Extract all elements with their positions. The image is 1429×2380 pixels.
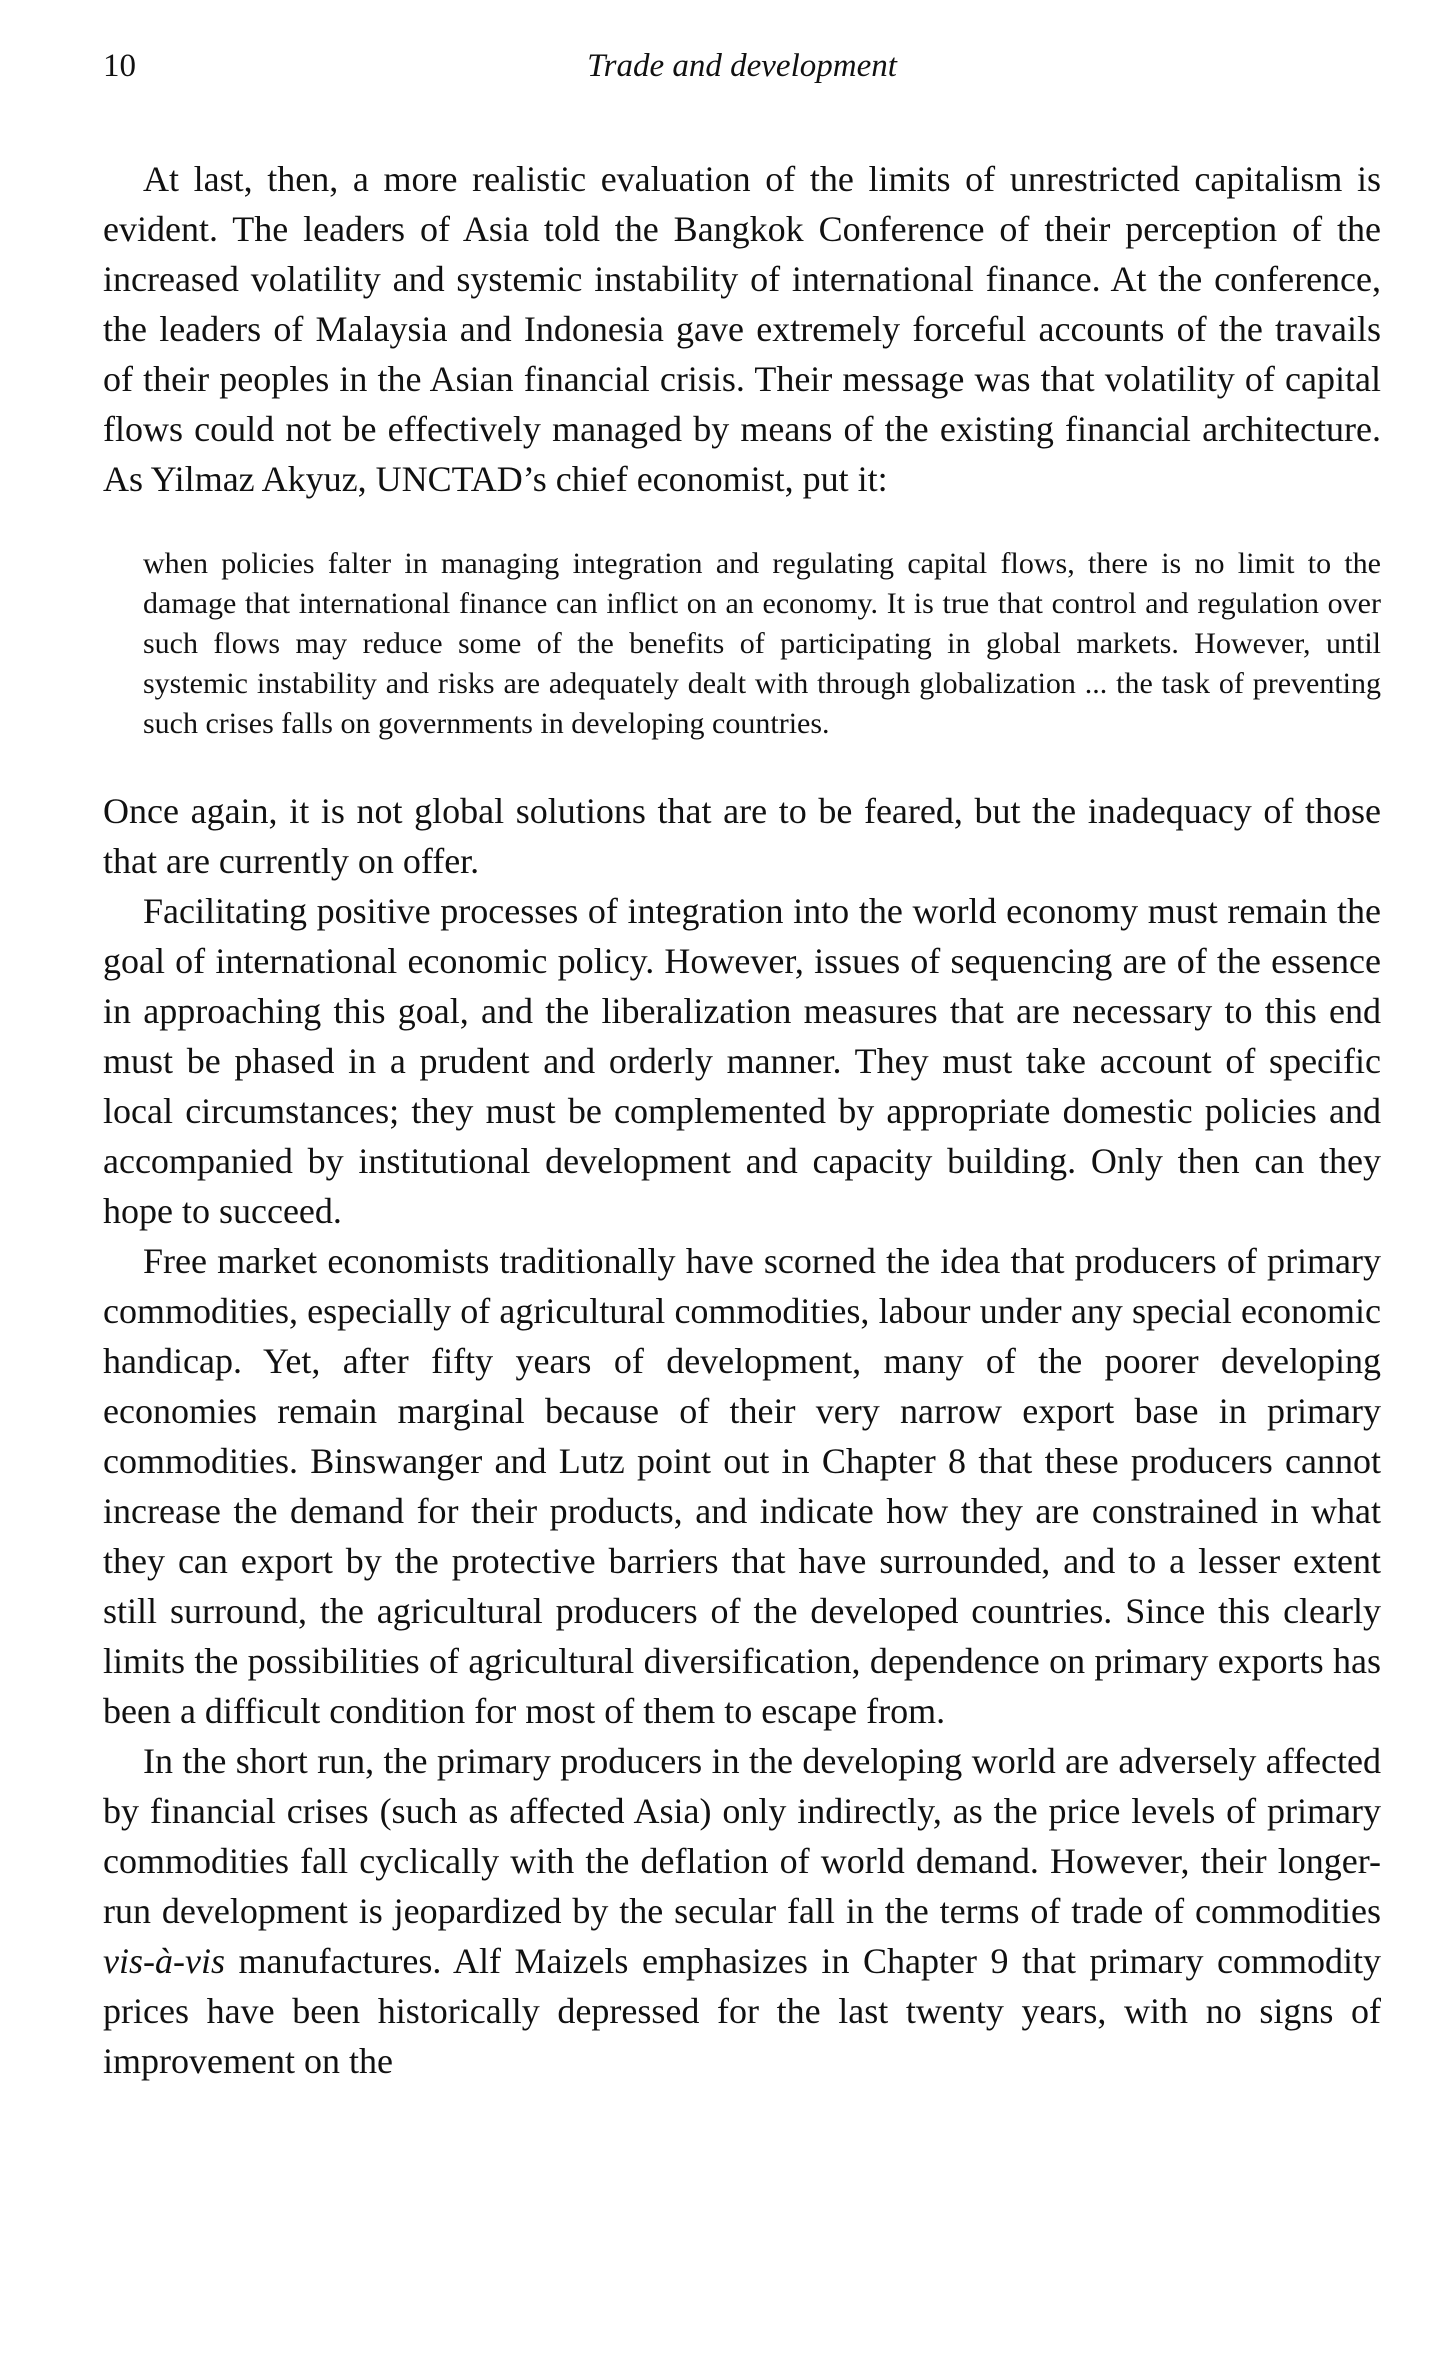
paragraph-3: Facilitating positive processes of integration into the world economy must remain the goal of international economic policy. However, issues of sequencing are of the essence in approaching this goal, and the liberalization measures that are necessary to this end must be phased in a prudent and orderly manner. They must take account of specific local circumstances; they must be complemented by appropriate domestic policies and accompanied by institutional development and capacity building. Only then can they hope to succeed. bbox=[103, 891, 1381, 1231]
paragraph-2: Once again, it is not global solutions that are to be feared, but the inadequacy of those that are currently on offer. bbox=[103, 791, 1381, 881]
running-title: Trade and development bbox=[587, 48, 897, 84]
page-number: 10 bbox=[103, 48, 136, 84]
paragraph-4: Free market economists traditionally have scorned the idea that producers of primary commodities, especially of agricultural commodities, labour under any special economic handicap. Yet, after fifty years of development, many of the poorer developing economies remain marginal because of their very narrow export base in primary commodities. Binswanger and Lutz point out in Chapter 8 that these producers cannot increase the demand for their products, and indicate how they are constrained in what they can export by the protective barriers that have surrounded, and to a lesser extent still surround, the agricultural producers of the developed countries. Since this clearly limits the possibilities of agricultural diversification, dependence on primary exports has been a difficult condition for most of them to escape from. bbox=[103, 1241, 1381, 1731]
paragraph-5-text-before: In the short run, the primary producers in the developing world are adversely affected by financial crises (such as affected Asia) only indirectly, as the price levels of primary commodities fall cyclically with the deflation of world demand. However, their longer-run development is jeopardized by the secular fall in the terms of trade of commodities bbox=[103, 1741, 1381, 1931]
paragraph-1: At last, then, a more realistic evaluation of the limits of unrestricted capitalism is evident. The leaders of Asia told the Bangkok Conference of their perception of the increased volatility and systemic instability of international finance. At the conference, the leaders of Malaysia and Indonesia gave extremely forceful accounts of the travails of their peoples in the Asian financial crisis. Their message was that volatility of capital flows could not be effectively managed by means of the existing financial architecture. As Yilmaz Akyuz, UNCTAD’s chief economist, put it: bbox=[103, 159, 1381, 499]
book-page bbox=[103, 38, 1381, 2086]
paragraph-5 bbox=[103, 1736, 1381, 2086]
paragraph-5-italic-term: vis-à-vis bbox=[103, 1941, 225, 1981]
block-quote: when policies falter in managing integration and regulating capital flows, there is no limit to the damage that international finance can inflict on an economy. It is true that control and regulation over such flows may reduce some of the benefits of participating in global markets. However, until systemic instability and risks are adequately dealt with through globalization ... the task of preventing such crises falls on governments in developing countries. bbox=[143, 547, 1381, 740]
running-head bbox=[103, 38, 1381, 94]
paragraph-5-text-after: manufactures. Alf Maizels emphasizes in Chapter 9 that primary commodity prices have been historically depressed for the last twenty years, with no signs of improvement on the bbox=[103, 1941, 1381, 2081]
